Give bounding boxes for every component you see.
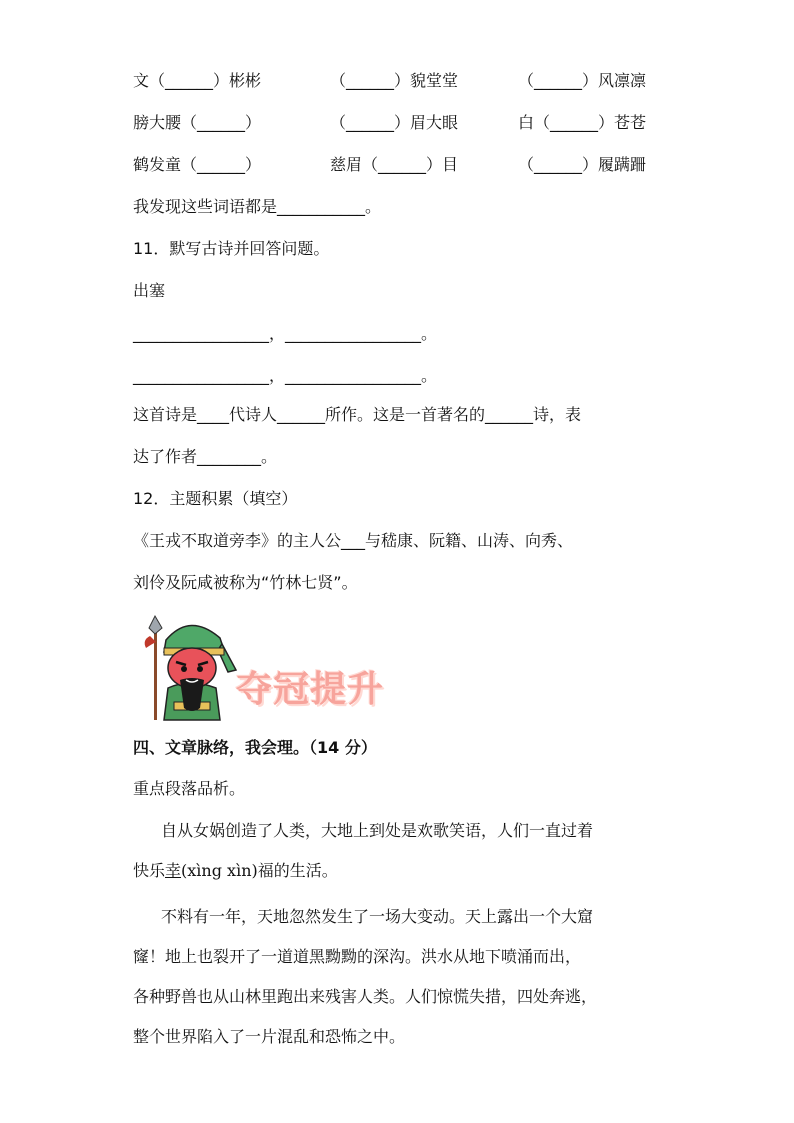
q12-line-a: 《王戎不取道旁李》的主人公___与嵇康、阮籍、山涛、向秀、 [133,531,574,550]
idiom-blank: 膀大腰（______） [133,113,262,132]
idiom-blank: （______）履蹒跚 [518,155,647,174]
pinyin-choice: (xìng xìn)福的生活。 [181,861,338,880]
poem-blank-line-1: _________________，_________________。 [133,324,438,343]
section-4-subheading: 重点段落品析。 [133,779,246,798]
idiom-blank: 慈眉（______）目 [330,155,459,174]
idiom-blank: （______）眉大眼 [330,113,459,132]
idiom-blank: 文（______）彬彬 [133,71,262,90]
general-mascot-icon [140,610,240,722]
q12-line-b: 刘伶及阮咸被称为“竹林七贤”。 [133,573,358,592]
idiom-finding: 我发现这些词语都是___________。 [133,197,382,216]
idiom-blank: （______）貌堂堂 [330,71,459,90]
idiom-row-1 [133,70,693,92]
poem-question-b: 达了作者________。 [133,447,278,466]
paragraph-text: 快乐 [133,861,166,880]
question-11-title: 11．默写古诗并回答问题。 [133,239,330,258]
poem-question-a: 这首诗是____代诗人______所作。这是一首著名的______诗，表 [133,405,582,424]
idiom-row-3 [133,154,693,176]
idiom-blank: 白（______）苍苍 [518,113,647,132]
poem-title: 出塞 [133,281,166,300]
paragraph-2-line-d: 整个世界陷入了一片混乱和恐怖之中。 [133,1027,406,1046]
paragraph-2-line-a: 不料有一年，天地忽然发生了一场大变动。天上露出一个大窟 [161,907,594,926]
section-4-heading: 四、文章脉络，我会理。（14 分） [133,738,377,757]
question-12-title: 12．主题积累（填空） [133,489,298,508]
brand-logo-text: 夺冠提升 [236,669,385,710]
idiom-row-2 [133,112,693,134]
paragraph-1-line-b [133,851,663,891]
idiom-blank: 鹤发童（______） [133,155,262,174]
poem-blank-line-2: _________________，_________________。 [133,366,438,385]
paragraph-2-line-b: 窿！地上也裂开了一道道黑黝黝的深沟。洪水从地下喷涌而出， [133,947,582,966]
underlined-char: 幸 [165,861,182,880]
paragraph-2-line-c: 各种野兽也从山林里跑出来残害人类。人们惊慌失措，四处奔逃， [133,987,598,1006]
paragraph-1-line-a: 自从女娲创造了人类，大地上到处是欢歌笑语，人们一直过着 [161,821,594,840]
idiom-blank: （______）风凛凛 [518,71,647,90]
